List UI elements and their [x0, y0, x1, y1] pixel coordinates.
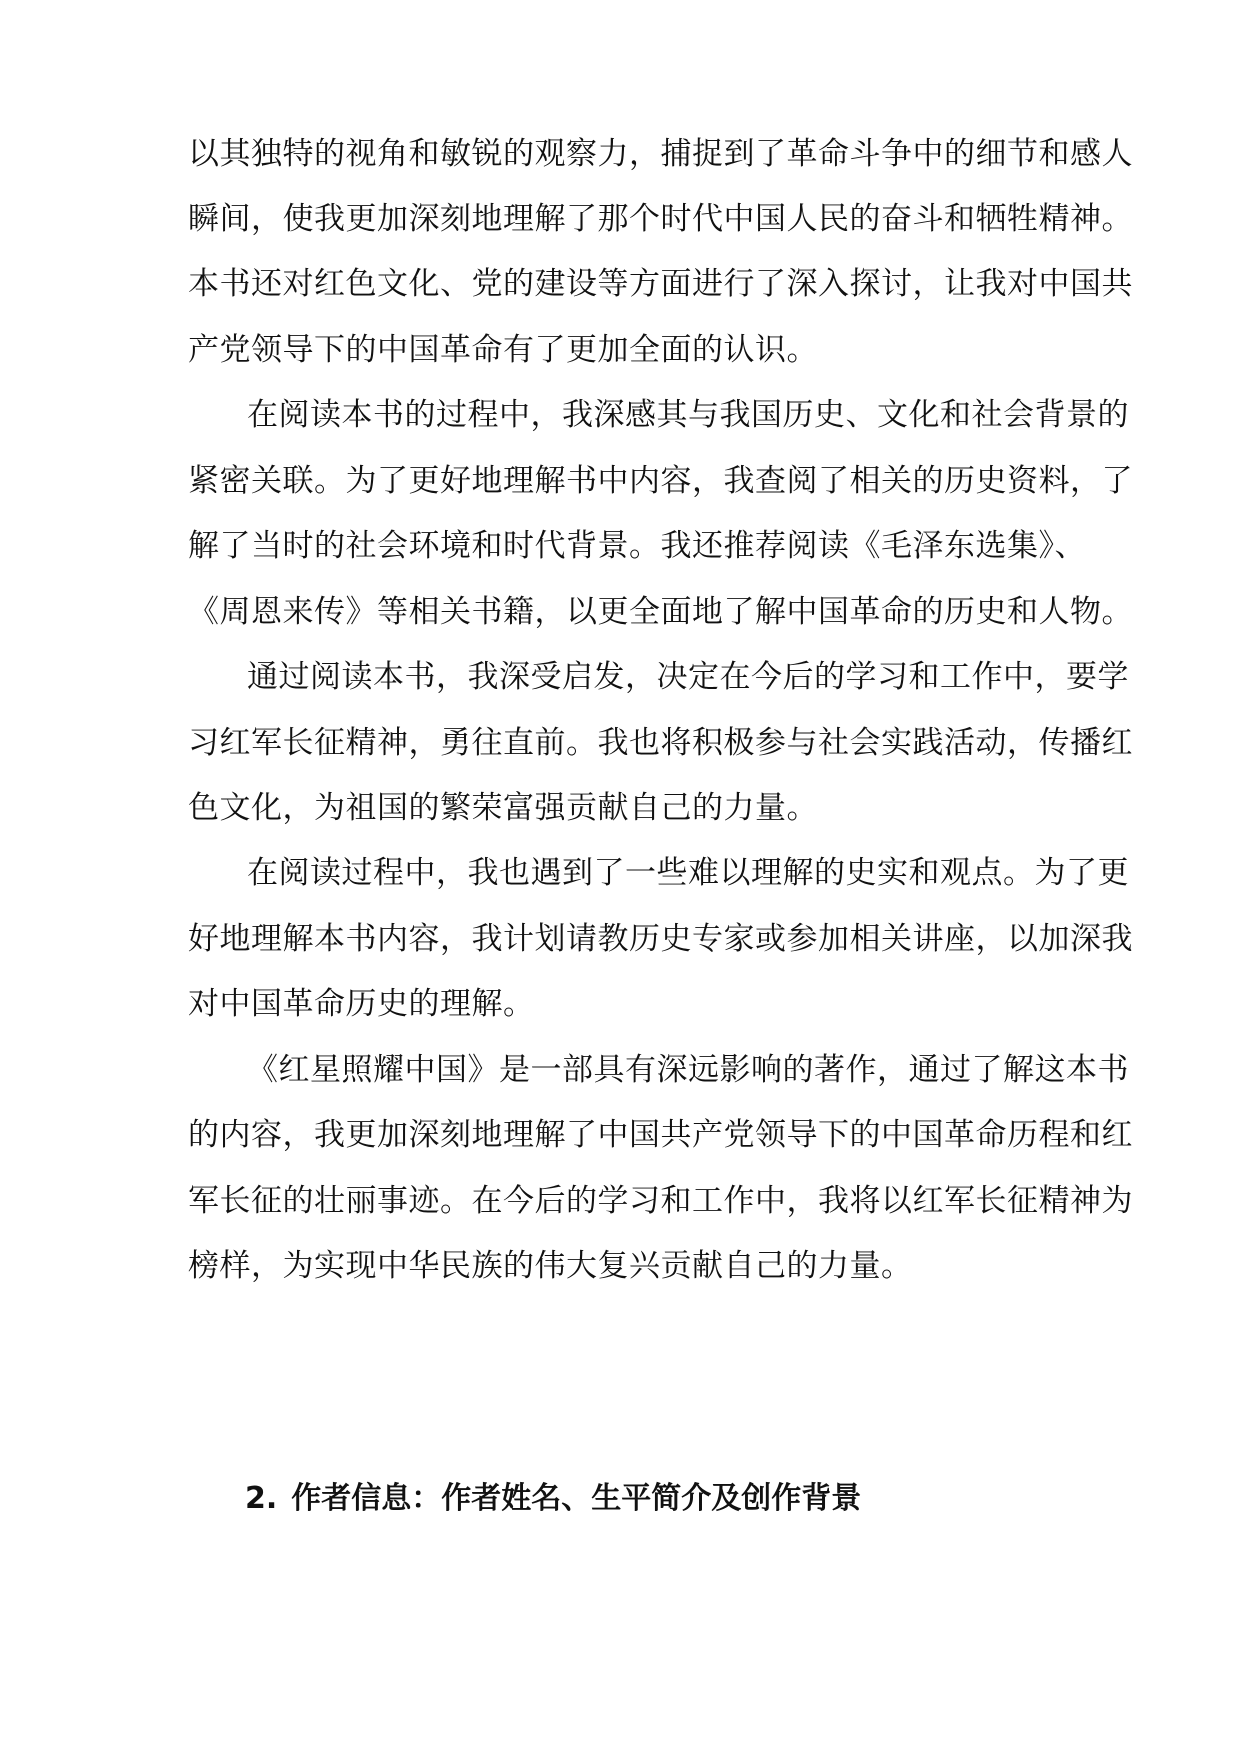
- paragraph-2-line-4: 《周恩来传》等相关书籍，以更全面地了解中国革命的历史和人物。: [188, 594, 1133, 630]
- paragraph-1-line-1: 以其独特的视角和敏锐的观察力，捕捉到了革命斗争中的细节和感人: [188, 136, 1133, 172]
- paragraph-5-line-1: 《红星照耀中国》是一部具有深远影响的著作，通过了解这本书: [247, 1052, 1129, 1088]
- paragraph-5-line-3: 军长征的壮丽事迹。在今后的学习和工作中，我将以红军长征精神为: [188, 1183, 1133, 1219]
- paragraph-4-line-2: 好地理解本书内容，我计划请教历史专家或参加相关讲座，以加深我: [188, 921, 1133, 957]
- paragraph-4-line-1: 在阅读过程中，我也遇到了一些难以理解的史实和观点。为了更: [247, 855, 1129, 891]
- paragraph-2-line-1: 在阅读本书的过程中，我深感其与我国历史、文化和社会背景的: [247, 397, 1129, 433]
- paragraph-1-line-4: 产党领导下的中国革命有了更加全面的认识。: [188, 332, 818, 368]
- paragraph-2-line-2: 紧密关联。为了更好地理解书中内容，我查阅了相关的历史资料，了: [188, 463, 1133, 499]
- paragraph-3-line-1: 通过阅读本书，我深受启发，决定在今后的学习和工作中，要学: [247, 659, 1129, 695]
- paragraph-1-line-3: 本书还对红色文化、党的建设等方面进行了深入探讨，让我对中国共: [188, 266, 1133, 302]
- paragraph-5-line-4: 榜样，为实现中华民族的伟大复兴贡献自己的力量。: [188, 1248, 913, 1284]
- paragraph-5-line-2: 的内容，我更加深刻地理解了中国共产党领导下的中国革命历程和红: [188, 1117, 1133, 1153]
- paragraph-3-line-3: 色文化，为祖国的繁荣富强贡献自己的力量。: [188, 790, 818, 826]
- paragraph-1-line-2: 瞬间，使我更加深刻地理解了那个时代中国人民的奋斗和牺牲精神。: [188, 201, 1133, 237]
- section-heading: [245, 1479, 861, 1519]
- section-heading-number: 2.: [245, 1481, 278, 1516]
- paragraph-3-line-2: 习红军长征精神，勇往直前。我也将积极参与社会实践活动，传播红: [188, 725, 1133, 761]
- section-heading-text: 作者信息：作者姓名、生平简介及创作背景: [291, 1481, 862, 1516]
- paragraph-2-line-3: 解了当时的社会环境和时代背景。我还推荐阅读《毛泽东选集》、: [188, 528, 1086, 564]
- paragraph-4-line-3: 对中国革命历史的理解。: [188, 986, 535, 1022]
